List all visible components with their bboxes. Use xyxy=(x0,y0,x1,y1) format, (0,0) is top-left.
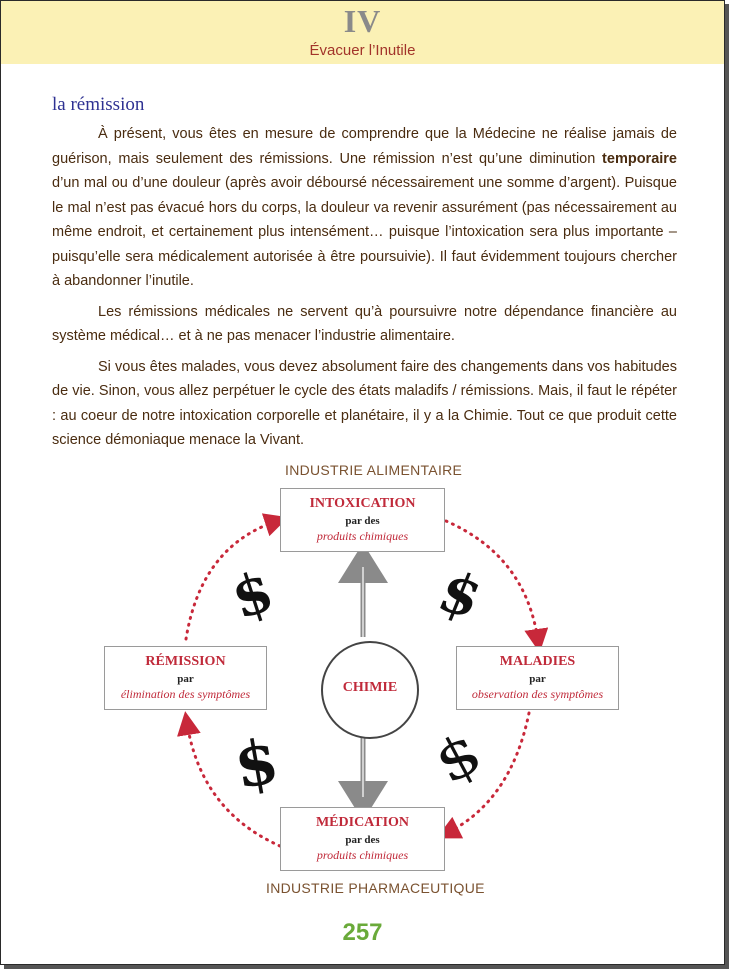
page-number: 257 xyxy=(342,919,383,946)
box-maladies xyxy=(456,646,619,710)
dollar-icon-bottom-right: $ xyxy=(424,719,493,798)
maladies-detail: observation des symptômes xyxy=(471,687,604,701)
paragraph-1-bold: temporaire xyxy=(602,150,677,167)
intoxication-by: par des xyxy=(345,515,380,527)
label-industrie-pharmaceutique: INDUSTRIE PHARMACEUTIQUE xyxy=(266,880,485,896)
remission-by: par xyxy=(177,673,194,685)
paragraph-1-part-a: À présent, vous êtes en mesure de comprendre que la Médecine ne réalise jamais de guérison, mais seulement des rémissions. Une rémission n’est qu’une diminution xyxy=(52,126,677,167)
paragraph-1-part-b: d’un mal ou d’une douleur (après avoir déboursé nécessairement une somme d’argent). Puisque le mal n’est pas évacué hors du corps, la douleur va revenir assurément (pas nécessairement au même endroit, et certainement plus intensément… puisque l’intoxication sera plus importante – puisqu’elle sera médicalement autorisée à être poursuivie). Il faut évidemment toujours chercher à abandonner l’inutile. xyxy=(52,175,677,289)
remission-detail: élimination des symptômes xyxy=(120,687,251,701)
intoxication-detail: produits chimiques xyxy=(316,529,409,543)
medication-title: MÉDICATION xyxy=(315,815,410,830)
maladies-by: par xyxy=(529,673,546,685)
box-intoxication xyxy=(280,488,445,552)
dollar-icon-bottom-left: $ xyxy=(229,724,284,804)
intoxication-title: INTOXICATION xyxy=(309,496,416,511)
dollar-icon-top-right: $ xyxy=(429,559,492,631)
remission-title: RÉMISSION xyxy=(145,654,226,669)
chapter-number: IV xyxy=(343,3,382,39)
chimie-circle: CHIMIE xyxy=(321,641,419,739)
medication-detail: produits chimiques xyxy=(316,848,409,862)
chapter-title: Évacuer l’Inutile xyxy=(309,42,416,59)
paragraph-2: Les rémissions médicales ne servent qu’à poursuivre notre dépendance financière au système médical… et à ne pas menacer l’industrie alimentaire. xyxy=(52,303,677,344)
box-medication xyxy=(280,807,445,871)
dollar-icon-top-left: $ xyxy=(223,557,282,633)
medication-by: par des xyxy=(345,834,380,846)
section-title: la rémission xyxy=(52,94,145,115)
label-industrie-alimentaire: INDUSTRIE ALIMENTAIRE xyxy=(285,462,463,478)
maladies-title: MALADIES xyxy=(499,654,576,669)
paragraph-3: Si vous êtes malades, vous devez absolument faire des changements dans vos habitudes de vie. Sinon, vous allez perpétuer le cycle des états maladifs / rémissions. Mais, il faut le répéter : au coeur de notre intoxication corporelle et planétaire, il y a la Chimie. Tout ce que produit cette science démoniaque menace la Vivant. xyxy=(52,358,677,448)
box-remission xyxy=(104,646,267,710)
